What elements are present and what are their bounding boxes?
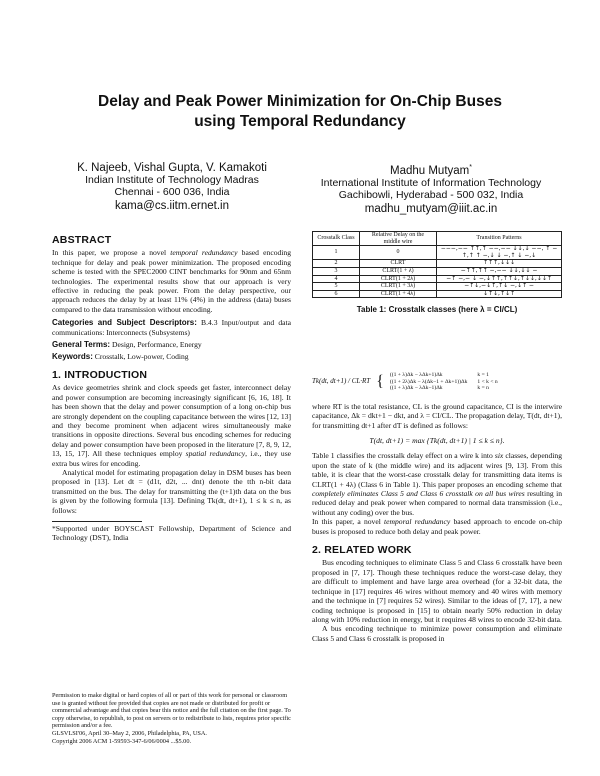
table-header: Crosstalk Class (313, 232, 360, 246)
table-header: Relative Delay on the middle wire (360, 232, 437, 246)
related-para-1: Bus encoding techniques to eliminate Class 5 and Class 6 crosstalk have been proposed in [7, 17]. Though these techniques reduce the worst-case delay, they are difficult to implement and have large area overhead (for a 32-bit data, the technique in [17] requires 46 wires without memory and 40 wires with memory and the technique in [7] requires 52 wires). Similar to the ideas of [7, 17], a new coding technique is proposed in [15] to obtain nearly 50% reduction in delay along with 10% reduction in energy, but it requires 48 wires to encode 32-bit data. (312, 558, 562, 624)
title-line-1: Delay and Peak Power Minimization for On-Chip Buses (98, 93, 502, 110)
conference-line: GLSVLSI'06, April 30–May 2, 2006, Philadelphia, PA, USA. (52, 729, 208, 737)
table-cell: −−−,−− ↑↑,↑ −−,−− ↓↓,↓ −−, ↑ − ↑,↑ ↑ −,↓ ↓ −,↑ ↓ −,↓ (437, 246, 562, 260)
table-cell: CLRT(1 + λ) (360, 267, 437, 275)
equation-condition: k = 1 (477, 372, 489, 378)
table-cell: 2 (313, 260, 360, 268)
author-names-right (300, 162, 562, 177)
left-column (52, 236, 291, 543)
crosstalk-table (312, 231, 562, 298)
table-header: Transition Patterns (437, 232, 562, 246)
table-row (313, 267, 562, 275)
table-cell: CLRT (360, 260, 437, 268)
table-cell: 5 (313, 283, 360, 291)
keywords (52, 352, 291, 361)
equation-condition: k = n (477, 385, 489, 392)
general-terms (52, 340, 291, 349)
categories-label: Categories and Subject Descriptors: (52, 318, 197, 328)
footnote-rule (52, 521, 142, 522)
affiliation-right: International Institute of Information Technology (320, 176, 542, 189)
intro-heading: 1. INTRODUCTION (52, 368, 148, 381)
right-para-2-b: classes, depending upon the state of k (the middle wire) and its adjacent wires [9, 13]. From this table, it is clear that the worst-case crosstalk delay for transmitting data items is CLRT(1 + 4λ) (Class 6 in Table 1). This paper proposes an encoding scheme that (312, 451, 563, 489)
abstract-text-b: based encoding technique for delay and peak power minimization. The proposed encoding scheme is tested with the SPEC2000 CINT benchmarks for 90nm and 65nm technologies. The experimental results show that our approach is very effective in reducing the peak power. From the delay perspective, our approach reduces the delay by at least 11% (4%) in the address (data) buses compared to the data transmission without encoding. (52, 248, 292, 314)
permission-block (52, 692, 291, 745)
keywords-text: Crosstalk, Low-power, Coding (92, 352, 189, 362)
equation-lhs: Tk(dt, dt+1) / CL·RT (312, 377, 371, 386)
table-cell: −↑↑,↑↑ −,−− ↓↓,↓↓ − (437, 267, 562, 275)
right-para-3 (312, 517, 562, 536)
author-names-left: K. Najeeb, Vishal Gupta, V. Kamakoti (77, 162, 267, 174)
table-cell: 6 (313, 290, 360, 298)
keywords-label: Keywords: (52, 352, 93, 362)
intro-text-a: As device geometries shrink and clock speeds get faster, interconnect delay and power consumption are becoming increasingly significant [6, 16, 18]. It has been shown that the delay and power consumption of a long on-chip bus are strongly dependent on the coupling capacitance between the wires [12, 13] and they become prominent when adjacent wires simultaneously make transitions in opposite directions. Several bus encoding schemes for reducing delay and power consumption have been proposed in the literature [7, 8, 9, 12, 13, 15, 17]. All these techniques employ (52, 383, 291, 459)
right-para-2-c: resulting in reduced delay and peak power when compared to normal data transmission (i.e., without any coding) over the bus. (312, 489, 562, 517)
affiliation-left: Indian Institute of Technology Madras (85, 174, 259, 186)
table-cell: CLRT(1 + 3λ) (360, 283, 437, 291)
abstract-body (52, 248, 291, 314)
max-delay-equation: T(dt, dt+1) = max {Tk(dt, dt+1) | 1 ≤ k ≤ n}. (369, 436, 505, 445)
equation-case: ((1 + λ)Δk − λΔk−1)Δk (389, 385, 443, 392)
right-para-3-b: based approach to encode on-chip buses is proposed to reduce both delay and peak power. (312, 517, 562, 536)
equation-case: ((1 + 2λ)Δk − λ(Δk−1 + Δk+1))Δk (389, 378, 468, 385)
address-left: Chennai - 600 036, India (114, 186, 230, 198)
right-para-2-em2: completely eliminates Class 5 and Class 6 crosstalk on all bus wires (312, 489, 525, 499)
categories-text: B.4.3 Input/output and data communications: Interconnects (Subsystems) (52, 318, 291, 337)
footnote-mark: * (469, 164, 472, 171)
table-cell: 3 (313, 267, 360, 275)
equation-condition: 1 < k < n (477, 378, 498, 385)
table-cell: CLRT(1 + 4λ) (360, 290, 437, 298)
general-terms-text: Design, Performance, Energy (110, 340, 202, 350)
related-para-2: A bus encoding technique to minimize power consumption and eliminate Class 5 and Class 6 crosstalk is proposed in (312, 624, 562, 643)
equation-conditions (477, 372, 497, 392)
delay-equation (312, 372, 562, 392)
intro-para-1 (52, 383, 291, 468)
abstract-text-a: In this paper, we propose a novel (52, 248, 171, 258)
categories (52, 318, 291, 337)
abstract-emphasis: temporal redundancy (170, 248, 238, 258)
permission-text: Permission to make digital or hard copies of all or part of this work for personal or classroom use is granted without fee provided that copies are not made or distributed for profit or commercial advantage and that copies bear this notice and the full citation on the first page. To copy otherwise, to republish, to post on servers or to redistribute to lists, requires prior specific permission and/or a fee. (52, 692, 291, 730)
table-cell: 1 (313, 246, 360, 260)
paper-title (0, 92, 600, 132)
right-para-2-em1: six (494, 451, 504, 461)
equation-brace: { (376, 372, 384, 390)
table-row (313, 290, 562, 298)
intro-para-2: Analytical model for estimating propagation delay in DSM buses has been proposed in [13]. Let dt = (d1t, d2t, ... dnt) denote the tth n-bit data transmitted on the bus. The delay for transmitting the (t+1)th data on the bus is given by the following formula [13]. Defining Tk(dt, dt+1), 1 ≤ k ≤ n, as follows: (52, 467, 291, 515)
general-terms-label: General Terms: (52, 340, 111, 350)
table-row (313, 246, 562, 260)
author-block-right (300, 162, 562, 215)
table-header-row (313, 232, 562, 246)
right-para-1: where RT is the total resistance, CL is the ground capacitance, CI is the interwire capacitance, Δk = dkt+1 − dkt, and λ = CI/CL. The propagation delay, T(dt, dt+1), for transmitting dt+1 after dT is defined as follows: (312, 401, 562, 430)
author-block-left (52, 162, 292, 212)
table-row (313, 283, 562, 291)
copyright-line: Copyright 2006 ACM 1-59593-347-6/06/0004 ...$5.00. (52, 737, 192, 745)
right-para-2-a: Table 1 classifies the crosstalk delay effect on a wire k into (312, 451, 495, 461)
email-left[interactable]: kama@cs.iitm.ernet.in (115, 200, 229, 212)
crosstalk-table-wrap (312, 231, 562, 314)
related-work-heading: 2. RELATED WORK (312, 544, 412, 557)
table-cell: −↑ −,− ↓ −,↓↑↑,↑↑↓,↑↓↓,↓↓↑ (437, 275, 562, 283)
table-cell: −↑↓,−↓↑,↑↓ −,↓↑ − (437, 283, 562, 291)
table-cell: ↓↑↓,↑↓↑ (437, 290, 562, 298)
author-name-right: Madhu Mutyam (390, 164, 470, 177)
table-cell: 0 (360, 246, 437, 260)
table-cell: 4 (313, 275, 360, 283)
intro-emphasis: spatial redundancy (185, 449, 246, 459)
table-caption: Table 1: Crosstalk classes (here λ = CI/CL) (356, 305, 518, 315)
email-right[interactable]: madhu_mutyam@iiit.ac.in (364, 202, 498, 215)
right-para-3-a: In this paper, a novel (312, 517, 385, 527)
right-para-3-em: temporal redundancy (384, 517, 451, 527)
table-cell: ↑↑↑,↓↓↓ (437, 260, 562, 268)
table-cell: CLRT(1 + 2λ) (360, 275, 437, 283)
equation-case: ((1 + λ)Δk − λΔk+1)Δk (389, 372, 443, 378)
intro-text-b: , i.e., they use extra bus wires for encoding. (52, 449, 292, 468)
address-right: Gachibowli, Hyderabad - 500 032, India (338, 188, 524, 201)
footnote: *Supported under BOYSCAST Fellowship, Department of Science and Technology (DST), India (52, 523, 291, 543)
title-line-2: using Temporal Redundancy (194, 113, 406, 130)
equation-cases (390, 372, 468, 392)
right-column (312, 372, 562, 643)
right-para-2 (312, 451, 562, 517)
abstract-heading: ABSTRACT (52, 234, 112, 246)
